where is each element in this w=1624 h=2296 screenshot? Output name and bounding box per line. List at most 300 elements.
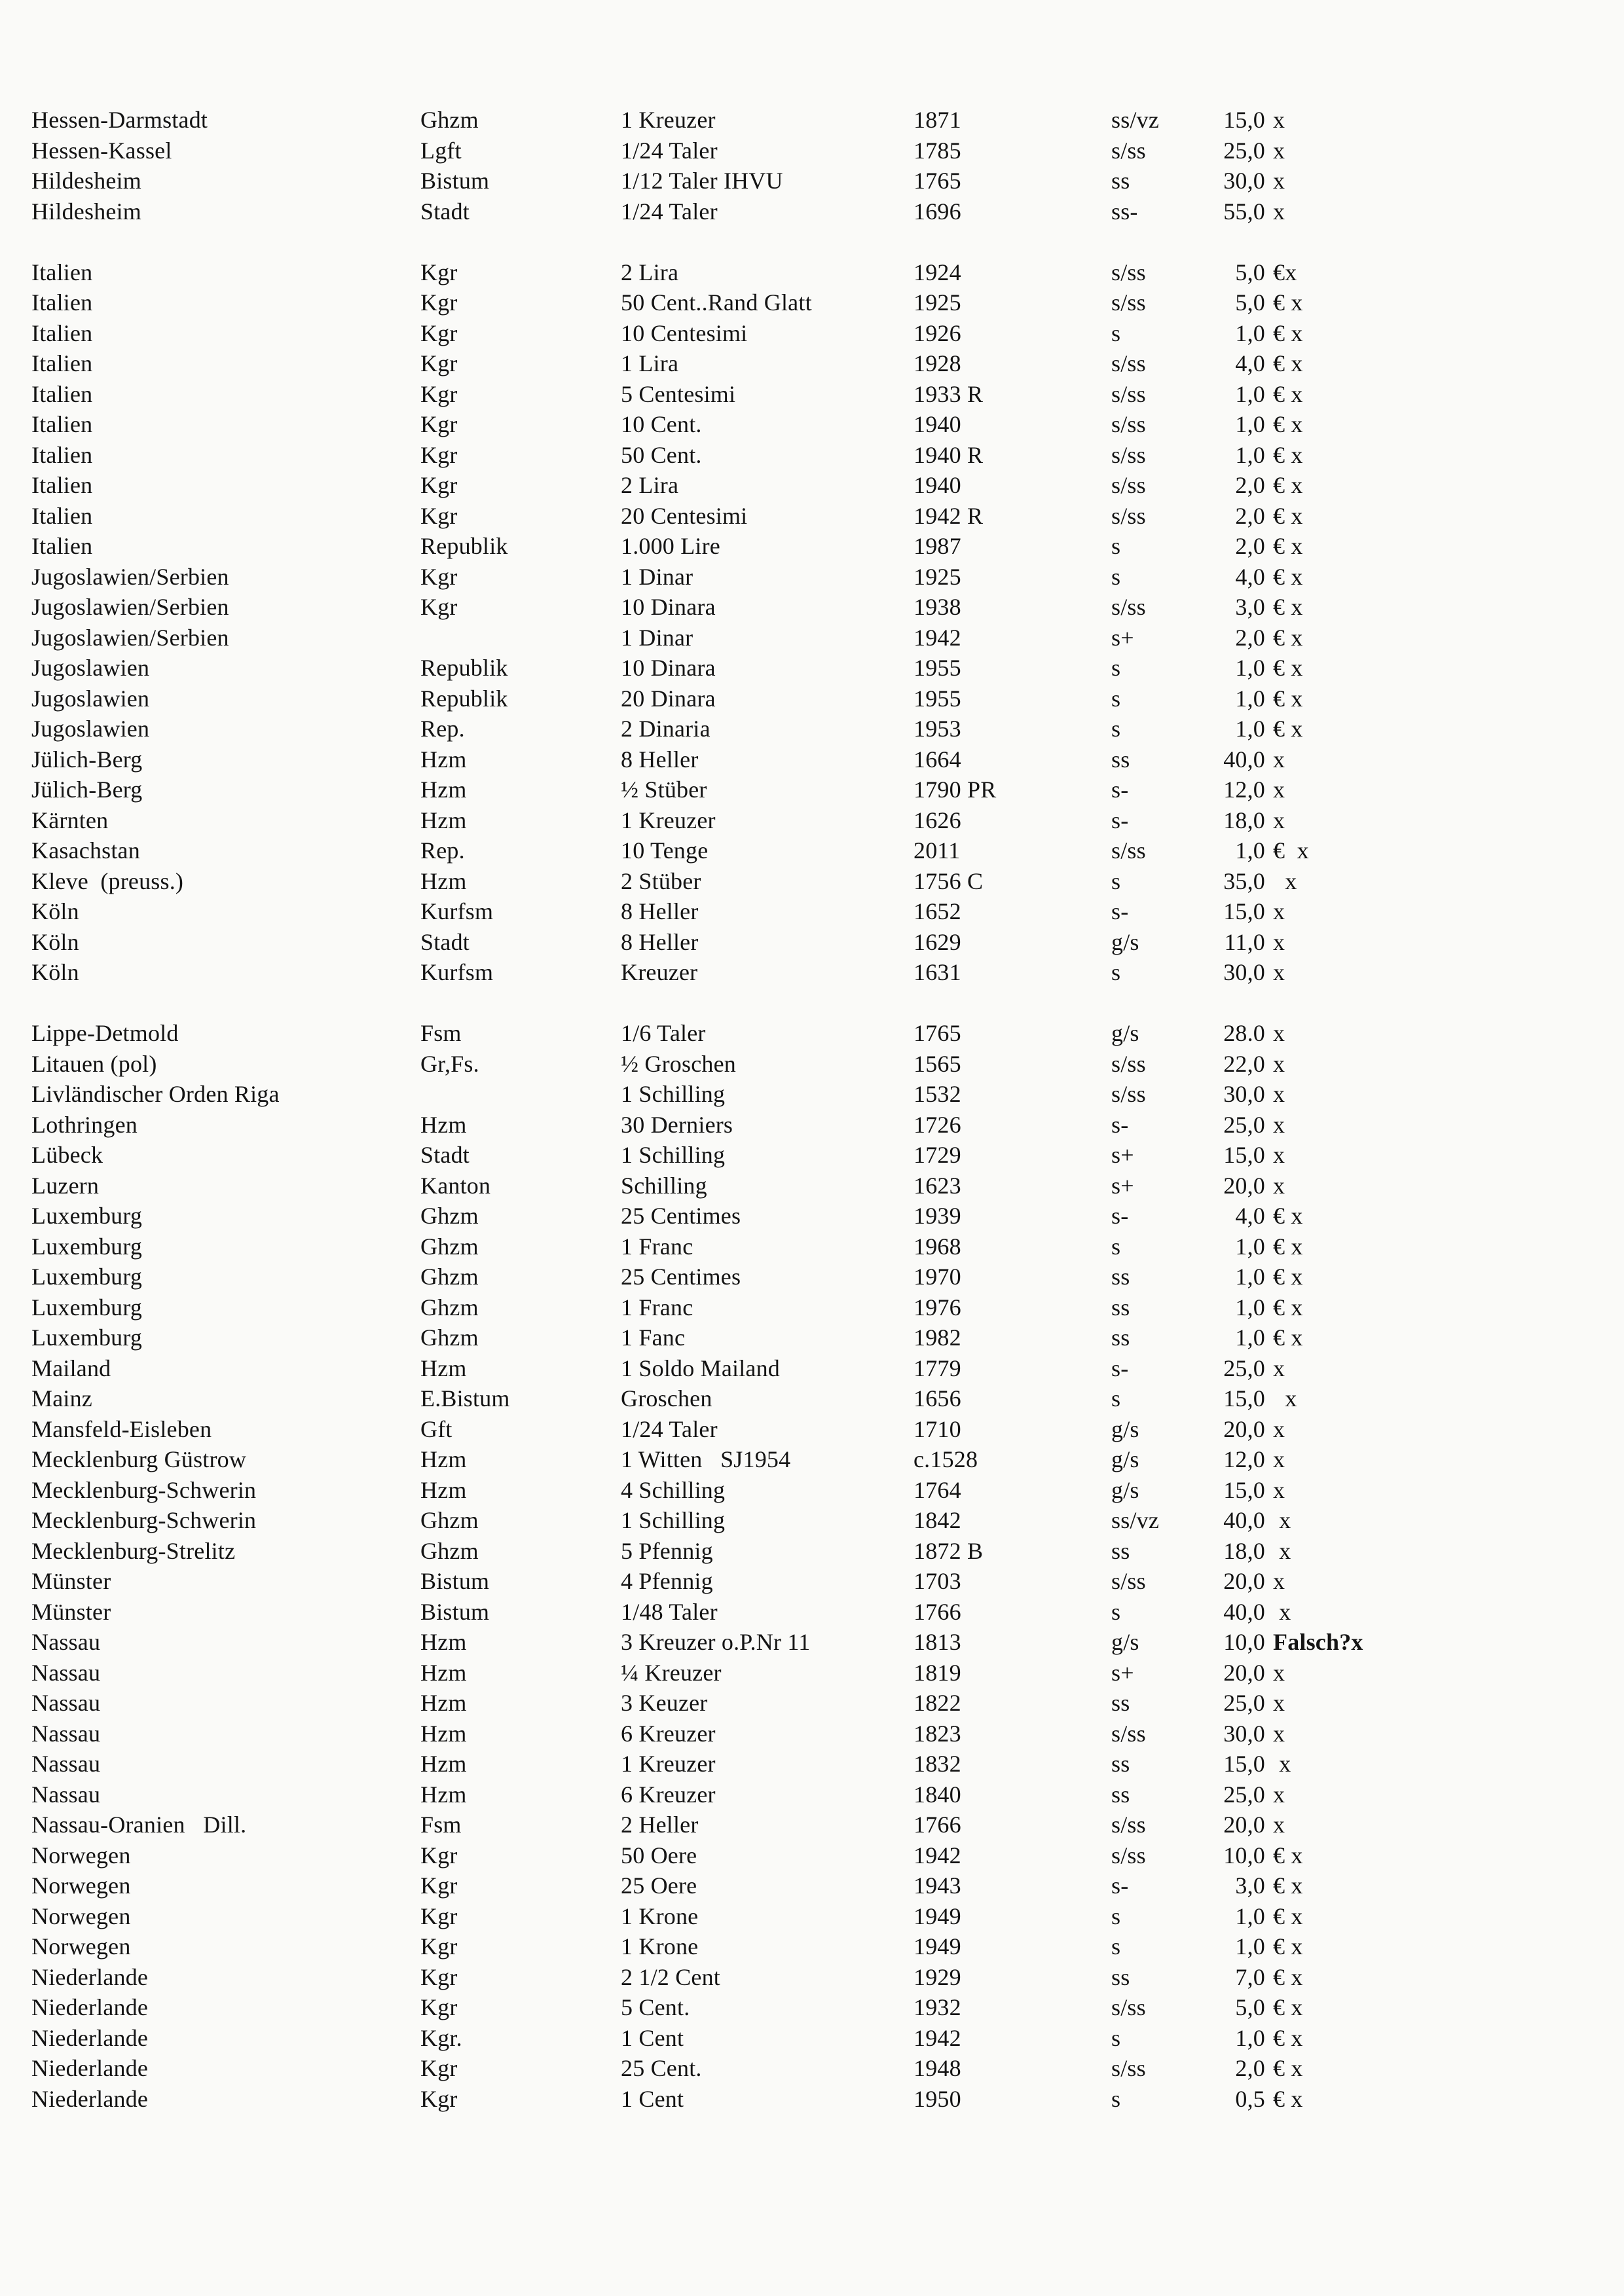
region-cell: Nassau (31, 1751, 101, 1777)
type-cell: Kgr (420, 350, 458, 376)
price-suffix-cell: € x (1273, 624, 1303, 651)
grade-cell: s (1111, 1598, 1121, 1625)
table-row (0, 502, 1624, 533)
denom-cell: Schilling (621, 1172, 707, 1199)
year-cell: 1696 (913, 198, 961, 225)
denom-cell: Groschen (621, 1385, 712, 1412)
price-suffix-cell: x (1273, 168, 1285, 194)
year-cell: 1726 (913, 1111, 961, 1138)
denom-cell: 1.000 Lire (621, 533, 720, 559)
region-cell: Kasachstan (31, 837, 140, 864)
region-cell: Norwegen (31, 1933, 131, 1959)
year-cell: 1842 (913, 1507, 961, 1533)
type-cell: Kgr (420, 380, 458, 407)
price-suffix-cell: € x (1273, 1994, 1303, 2020)
type-cell: Hzm (420, 1355, 467, 1381)
denom-cell: 2 Heller (621, 1812, 699, 1838)
type-cell: Ghzm (420, 1507, 479, 1533)
denom-cell: 8 Heller (621, 746, 699, 773)
year-cell: 1766 (913, 1812, 961, 1838)
region-cell: Mansfeld-Eisleben (31, 1415, 212, 1442)
grade-cell: ss (1111, 1294, 1130, 1321)
region-cell: Hessen-Kassel (31, 137, 172, 164)
year-cell: 1652 (913, 898, 961, 924)
grade-cell: ss (1111, 1781, 1130, 1808)
year-cell: 1949 (913, 1903, 961, 1929)
type-cell: Rep. (420, 837, 465, 864)
year-cell: 1756 C (913, 867, 984, 894)
price-suffix-cell: € x (1273, 716, 1303, 742)
type-cell: Kgr. (420, 2024, 462, 2051)
price-suffix-cell: € x (1273, 2024, 1303, 2051)
grade-cell: g/s (1111, 1476, 1139, 1503)
region-cell: Hildesheim (31, 168, 141, 194)
type-cell: Ghzm (420, 1324, 479, 1351)
type-cell: Kgr (420, 441, 458, 468)
year-cell: 1623 (913, 1172, 961, 1199)
year-cell: 1631 (913, 959, 961, 985)
region-cell: Italien (31, 380, 93, 407)
grade-cell: s/ss (1111, 350, 1146, 376)
type-cell: Hzm (420, 1111, 467, 1138)
denom-cell: 5 Centesimi (621, 380, 736, 407)
table-row (0, 167, 1624, 198)
year-cell: 1819 (913, 1659, 961, 1686)
grade-cell: s (1111, 655, 1121, 681)
type-cell: Ghzm (420, 1233, 479, 1260)
price-suffix-cell: € x (1273, 350, 1303, 376)
denom-cell: 1 Cent (621, 2024, 684, 2051)
denom-cell: 3 Kreuzer o.P.Nr 11 (621, 1629, 811, 1655)
region-cell: Hessen-Darmstadt (31, 107, 208, 133)
table-row (0, 1385, 1624, 1415)
price-suffix-cell: € x (1273, 594, 1303, 620)
price-num-cell: 20,0 (1223, 1659, 1265, 1686)
table-row (0, 259, 1624, 289)
grade-cell: s+ (1111, 1142, 1134, 1168)
region-cell: Niederlande (31, 1994, 149, 2020)
denom-cell: 1/6 Taler (621, 1020, 706, 1046)
price-suffix-cell: x (1273, 1659, 1285, 1686)
type-cell: Kgr (420, 319, 458, 346)
denom-cell: 1 Schilling (621, 1081, 726, 1107)
price-num-cell: 18,0 (1223, 807, 1265, 833)
price-num-cell: 1,0 (1235, 319, 1265, 346)
grade-cell: s (1111, 867, 1121, 894)
region-cell: Nassau (31, 1659, 101, 1686)
table-row (0, 624, 1624, 655)
year-cell: 1928 (913, 350, 961, 376)
price-suffix-cell: x (1273, 1812, 1285, 1838)
year-cell: 1629 (913, 928, 961, 955)
type-cell: Hzm (420, 1476, 467, 1503)
price-suffix-cell: x (1273, 898, 1285, 924)
price-num-cell: 5,0 (1235, 1994, 1265, 2020)
grade-cell: s+ (1111, 624, 1134, 651)
price-num-cell: 20,0 (1223, 1812, 1265, 1838)
grade-cell: s/ss (1111, 259, 1146, 285)
year-cell: 1764 (913, 1476, 961, 1503)
coin-table (0, 106, 1624, 2115)
row-separator (0, 989, 1624, 1020)
price-suffix-cell: € x (1273, 563, 1303, 590)
year-cell: 1840 (913, 1781, 961, 1808)
region-cell: Luxemburg (31, 1203, 143, 1229)
denom-cell: 1 Witten SJ1954 (621, 1446, 791, 1472)
price-num-cell: 40,0 (1223, 746, 1265, 773)
region-cell: Luxemburg (31, 1294, 143, 1321)
grade-cell: s/ss (1111, 1081, 1146, 1107)
table-row (0, 1141, 1624, 1172)
table-row (0, 2085, 1624, 2116)
price-num-cell: 30,0 (1223, 168, 1265, 194)
denom-cell: 1 Kreuzer (621, 1751, 716, 1777)
type-cell: Ghzm (420, 1264, 479, 1290)
table-row (0, 807, 1624, 837)
type-cell: Hzm (420, 1690, 467, 1716)
table-row (0, 1476, 1624, 1507)
type-cell: E.Bistum (420, 1385, 510, 1412)
price-suffix-cell: x (1273, 107, 1285, 133)
grade-cell: s/ss (1111, 472, 1146, 498)
price-num-cell: 1,0 (1235, 1294, 1265, 1321)
price-num-cell: 2,0 (1235, 624, 1265, 651)
table-row (0, 410, 1624, 441)
table-row (0, 532, 1624, 563)
price-num-cell: 2,0 (1229, 533, 1265, 559)
region-cell: Jugoslawien/Serbien (31, 594, 229, 620)
grade-cell: s+ (1111, 1659, 1134, 1686)
region-cell: Nassau-Oranien Dill. (31, 1812, 247, 1838)
denom-cell: 1/48 Taler (621, 1598, 718, 1625)
price-num-cell: 15,0 (1223, 1751, 1265, 1777)
denom-cell: 25 Cent. (621, 2055, 702, 2081)
grade-cell: ss (1111, 1324, 1130, 1351)
price-num-cell: 2,0 (1235, 2055, 1265, 2081)
denom-cell: 3 Keuzer (621, 1690, 708, 1716)
price-suffix-cell: x (1273, 1415, 1285, 1442)
price-suffix-cell: x (1273, 1172, 1285, 1199)
price-num-cell: 25,0 (1223, 1355, 1265, 1381)
region-cell: Jugoslawien/Serbien (31, 563, 229, 590)
table-row (0, 319, 1624, 350)
type-cell: Kgr (420, 1842, 458, 1868)
grade-cell: s/ss (1111, 837, 1146, 864)
type-cell: Kgr (420, 1933, 458, 1959)
price-num-cell: 40,0 (1223, 1507, 1265, 1533)
year-cell: 1976 (913, 1294, 961, 1321)
grade-cell: g/s (1111, 1415, 1139, 1442)
denom-cell: 5 Pfennig (621, 1537, 713, 1564)
region-cell: Norwegen (31, 1903, 131, 1929)
price-num-cell: 15,0 (1223, 1476, 1265, 1503)
type-cell: Bistum (420, 1568, 490, 1594)
grade-cell: s (1111, 563, 1121, 590)
denom-cell: 50 Cent..Rand Glatt (621, 289, 812, 316)
table-row (0, 928, 1624, 959)
type-cell: Kgr (420, 502, 458, 529)
grade-cell: s (1111, 2085, 1121, 2112)
price-num-cell: 4,0 (1235, 563, 1265, 590)
table-row (0, 1567, 1624, 1598)
price-suffix-cell: x (1273, 959, 1285, 985)
denom-cell: 20 Dinara (621, 685, 716, 712)
price-suffix-cell: x (1273, 1446, 1285, 1472)
year-cell: 1626 (913, 807, 961, 833)
price-suffix-cell: x (1273, 1690, 1285, 1716)
grade-cell: ss (1111, 1963, 1130, 1990)
table-row (0, 898, 1624, 928)
region-cell: Nassau (31, 1629, 101, 1655)
price-num-cell: 1,0 (1235, 411, 1265, 437)
region-cell: Lübeck (31, 1142, 103, 1168)
price-num-cell: 1,0 (1229, 2024, 1265, 2051)
price-suffix-cell: € x (1273, 2085, 1303, 2112)
year-cell: 1939 (913, 1203, 961, 1229)
grade-cell: s/ss (1111, 289, 1146, 316)
price-num-cell: 10,0 (1223, 1629, 1265, 1655)
type-cell: Kgr (420, 2085, 458, 2112)
table-row (0, 1933, 1624, 1963)
grade-cell: ss (1111, 1264, 1130, 1290)
table-row (0, 2054, 1624, 2085)
price-num-cell: 25,0 (1223, 137, 1265, 164)
price-suffix-cell: x (1273, 1111, 1285, 1138)
table-row (0, 1994, 1624, 2024)
denom-cell: 1 Franc (621, 1294, 693, 1321)
price-num-cell: 20,0 (1223, 1415, 1265, 1442)
table-row (0, 289, 1624, 319)
table-row (0, 1842, 1624, 1872)
denom-cell: 1 Krone (621, 1903, 699, 1929)
table-row (0, 715, 1624, 746)
type-cell: Hzm (420, 1446, 467, 1472)
grade-cell: s/ss (1111, 137, 1146, 164)
region-cell: Köln (31, 959, 79, 985)
denom-cell: ½ Stüber (621, 776, 707, 803)
region-cell: Italien (31, 350, 93, 376)
table-row (0, 1233, 1624, 1264)
type-cell: Stadt (420, 928, 470, 955)
year-cell: 1933 R (913, 380, 984, 407)
price-num-cell: 4,0 (1235, 350, 1265, 376)
type-cell: Gft (420, 1415, 452, 1442)
type-cell: Republik (420, 533, 508, 559)
price-suffix-cell: x (1273, 1355, 1285, 1381)
type-cell: Hzm (420, 1751, 467, 1777)
year-cell: 2011 (913, 837, 961, 864)
year-cell: 1823 (913, 1720, 961, 1747)
grade-cell: ss (1111, 1690, 1130, 1716)
grade-cell: g/s (1111, 928, 1139, 955)
price-suffix-cell: x (1273, 198, 1285, 225)
region-cell: Luzern (31, 1172, 100, 1199)
year-cell: 1832 (913, 1751, 961, 1777)
region-cell: Luxemburg (31, 1324, 143, 1351)
price-suffix-cell: € x (1273, 1872, 1303, 1899)
denom-cell: 8 Heller (621, 928, 699, 955)
price-suffix-cell: € x (1273, 441, 1303, 468)
row-separator (0, 228, 1624, 259)
denom-cell: 1/24 Taler (621, 198, 718, 225)
denom-cell: 1/24 Taler (621, 137, 718, 164)
price-suffix-cell: x (1273, 1537, 1291, 1564)
type-cell: Ghzm (420, 1203, 479, 1229)
denom-cell: 6 Kreuzer (621, 1720, 716, 1747)
price-num-cell: 28.0 (1223, 1020, 1265, 1046)
type-cell: Stadt (420, 1142, 470, 1168)
grade-cell: s- (1111, 1355, 1129, 1381)
price-num-cell: 15,0 (1223, 898, 1265, 924)
year-cell: 1929 (913, 1963, 961, 1990)
price-num-cell: 11,0 (1224, 928, 1265, 955)
region-cell: Münster (31, 1598, 111, 1625)
year-cell: 1664 (913, 746, 961, 773)
grade-cell: s- (1111, 1872, 1129, 1899)
price-suffix-cell: € x (1273, 319, 1303, 346)
region-cell: Nassau (31, 1781, 101, 1808)
price-suffix-cell: x (1273, 1568, 1285, 1594)
table-row (0, 1720, 1624, 1751)
price-num-cell: 0,5 (1235, 2085, 1265, 2112)
grade-cell: s/ss (1111, 1050, 1146, 1077)
table-row (0, 1050, 1624, 1081)
region-cell: Mecklenburg-Strelitz (31, 1537, 236, 1564)
denom-cell: 4 Pfennig (621, 1568, 713, 1594)
price-suffix-cell: x (1273, 137, 1285, 164)
table-row (0, 2024, 1624, 2055)
region-cell: Mecklenburg-Schwerin (31, 1507, 257, 1533)
price-suffix-cell: x (1273, 928, 1285, 955)
year-cell: 1943 (913, 1872, 961, 1899)
price-num-cell: 25,0 (1223, 1690, 1265, 1716)
table-row (0, 1324, 1624, 1355)
grade-cell: s (1111, 685, 1121, 712)
denom-cell: 50 Cent. (621, 441, 702, 468)
year-cell: 1779 (913, 1355, 961, 1381)
price-num-cell: 30,0 (1223, 1720, 1265, 1747)
table-row (0, 1355, 1624, 1385)
region-cell: Lothringen (31, 1111, 138, 1138)
region-cell: Köln (31, 898, 79, 924)
price-suffix-cell: € x (1273, 1963, 1303, 1990)
price-suffix-cell: x (1273, 1598, 1291, 1625)
price-num-cell: 15,0 (1223, 1142, 1265, 1168)
type-cell: Republik (420, 655, 508, 681)
price-suffix-cell: x (1273, 746, 1285, 773)
type-cell: Kgr (420, 2055, 458, 2081)
grade-cell: s (1111, 1233, 1121, 1260)
table-row (0, 106, 1624, 137)
denom-cell: 1 Kreuzer (621, 107, 716, 133)
year-cell: 1871 (913, 107, 961, 133)
price-suffix-cell: € x (1273, 380, 1303, 407)
type-cell: Bistum (420, 1598, 490, 1625)
grade-cell: g/s (1111, 1629, 1139, 1655)
table-row (0, 380, 1624, 411)
denom-cell: 5 Cent. (621, 1994, 690, 2020)
denom-cell: 2 Dinaria (621, 716, 710, 742)
region-cell: Italien (31, 441, 93, 468)
price-suffix-cell: € x (1273, 1203, 1303, 1229)
denom-cell: 2 Stüber (621, 867, 701, 894)
grade-cell: g/s (1111, 1446, 1139, 1472)
year-cell: 1924 (913, 259, 961, 285)
price-num-cell: 40,0 (1223, 1598, 1265, 1625)
price-suffix-cell: € x (1273, 533, 1303, 559)
denom-cell: 25 Oere (621, 1872, 697, 1899)
year-cell: 1822 (913, 1690, 961, 1716)
year-cell: 1942 (913, 624, 961, 651)
year-cell: 1940 (913, 472, 961, 498)
price-suffix-cell: x (1273, 1081, 1285, 1107)
grade-cell: s- (1111, 898, 1129, 924)
type-cell: Kurfsm (420, 959, 494, 985)
grade-cell: s/ss (1111, 411, 1146, 437)
price-suffix-cell: € x (1273, 1233, 1303, 1260)
year-cell: 1926 (913, 319, 961, 346)
grade-cell: g/s (1111, 1020, 1139, 1046)
region-cell: Italien (31, 289, 93, 316)
region-cell: Mecklenburg Güstrow (31, 1446, 247, 1472)
type-cell: Gr,Fs. (420, 1050, 479, 1077)
price-num-cell: 3,0 (1235, 1872, 1265, 1899)
price-suffix-cell: € x (1273, 289, 1303, 316)
price-suffix-cell: x (1273, 1751, 1291, 1777)
grade-cell: s (1111, 1903, 1121, 1929)
price-num-cell: 1,0 (1235, 1264, 1265, 1290)
region-cell: Lippe-Detmold (31, 1020, 179, 1046)
denom-cell: 1 Dinar (621, 563, 693, 590)
year-cell: 1968 (913, 1233, 961, 1260)
price-num-cell: 1,0 (1235, 1933, 1265, 1959)
grade-cell: s (1111, 1933, 1121, 1959)
grade-cell: ss (1111, 1751, 1130, 1777)
year-cell: 1955 (913, 685, 961, 712)
table-row (0, 563, 1624, 594)
grade-cell: ss (1111, 168, 1130, 194)
price-suffix-cell: x (1273, 1385, 1297, 1412)
table-row (0, 1628, 1624, 1659)
grade-cell: s/ss (1111, 2055, 1146, 2081)
region-cell: Hildesheim (31, 198, 141, 225)
grade-cell: s- (1111, 1111, 1129, 1138)
region-cell: Italien (31, 259, 93, 285)
grade-cell: s/ss (1111, 380, 1146, 407)
denom-cell: 20 Centesimi (621, 502, 748, 529)
year-cell: 1987 (913, 533, 961, 559)
table-row (0, 1903, 1624, 1933)
denom-cell: 1 Lira (621, 350, 679, 376)
region-cell: Niederlande (31, 2085, 149, 2112)
denom-cell: 1/12 Taler IHVU (621, 168, 783, 194)
price-suffix-cell: x (1273, 776, 1285, 803)
table-row (0, 137, 1624, 168)
type-cell: Stadt (420, 198, 470, 225)
price-num-cell: 10,0 (1223, 1842, 1265, 1868)
year-cell: 1710 (913, 1415, 961, 1442)
type-cell: Kgr (420, 472, 458, 498)
region-cell: Mailand (31, 1355, 111, 1381)
price-suffix-cell: € x (1273, 655, 1303, 681)
year-cell: 1765 (913, 168, 961, 194)
year-cell: c.1528 (913, 1446, 978, 1472)
price-num-cell: 30,0 (1223, 1081, 1265, 1107)
region-cell: Köln (31, 928, 79, 955)
year-cell: 1785 (913, 137, 961, 164)
price-num-cell: 1,0 (1235, 716, 1265, 742)
table-row (0, 441, 1624, 472)
